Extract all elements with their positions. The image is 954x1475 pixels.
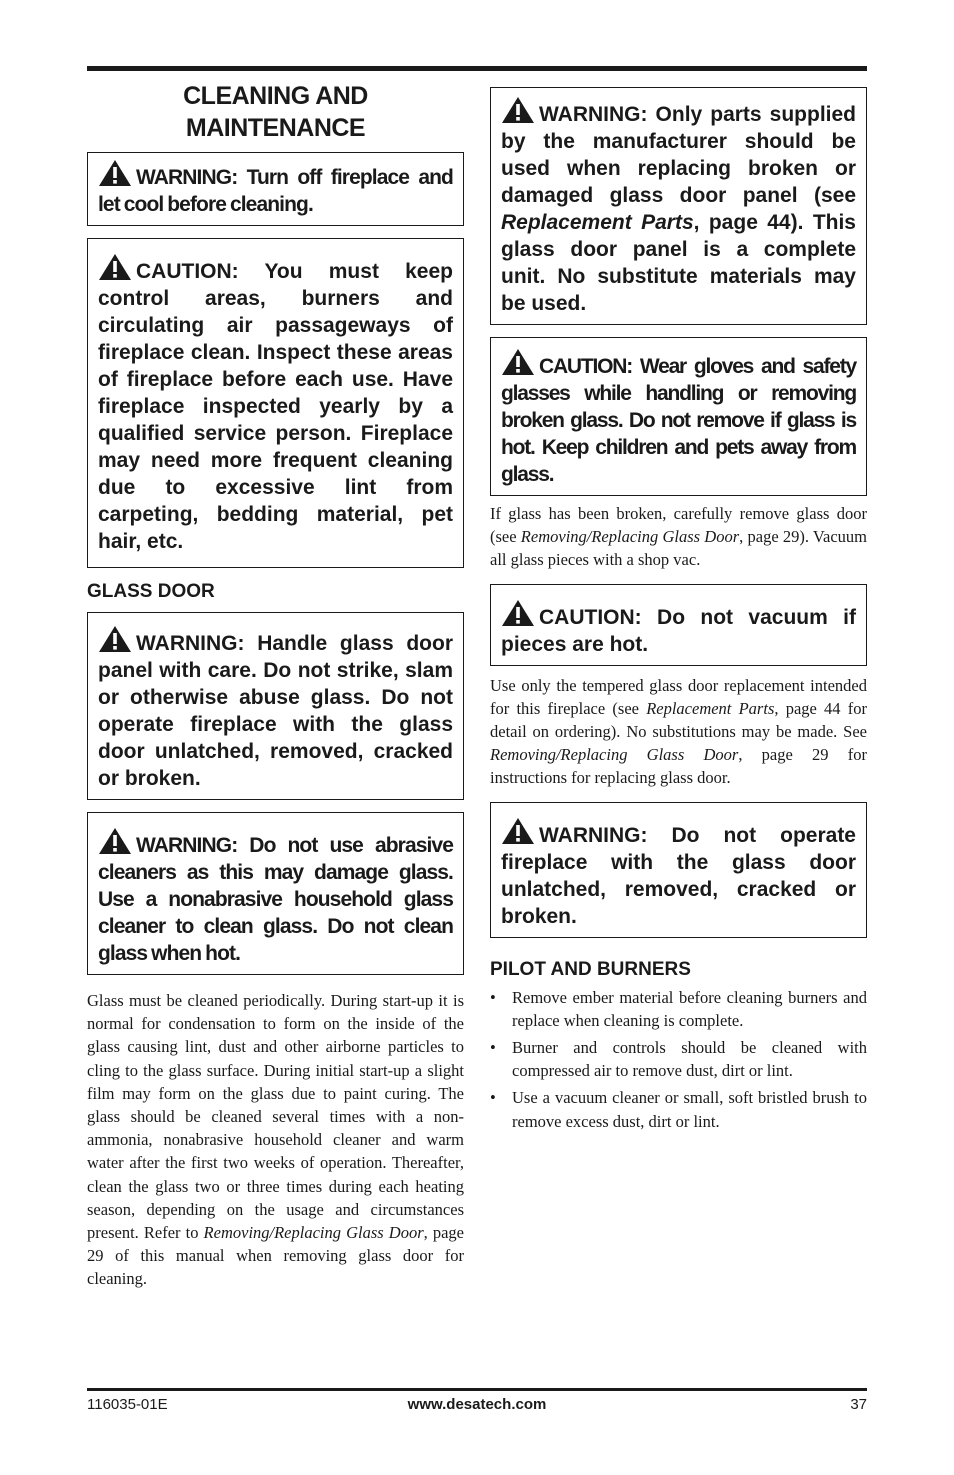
top-rule xyxy=(87,66,867,71)
warning-triangle-icon xyxy=(98,253,132,281)
caution-vacuum-text: CAUTION: Do not vacuum if pieces are hot. xyxy=(501,605,856,656)
glass-para-reference: Removing/Replacing Glass Door xyxy=(203,1223,424,1243)
warning-turn-off-box xyxy=(87,152,464,226)
caution-gloves-box xyxy=(490,337,867,496)
section-title-line-1: CLEANING AND xyxy=(183,82,368,110)
broken-glass-paragraph xyxy=(490,502,867,572)
warning-triangle-icon xyxy=(98,827,132,855)
footer-website: www.desatech.com xyxy=(407,1396,547,1413)
warning-triangle-icon xyxy=(501,599,535,627)
caution-vacuum-box xyxy=(490,584,867,666)
list-item xyxy=(490,1086,867,1132)
glass-door-heading: GLASS DOOR xyxy=(87,581,215,602)
pilot-burners-heading: PILOT AND BURNERS xyxy=(490,958,691,980)
warning-handle-text: WARNING: Handle glass door panel with care. Do not strike, slam or otherwise abuse glass. Do not operate fireplace with the glass door unlatched, removed, cracked or broken. xyxy=(98,632,453,790)
warning-parts-reference: Replacement Parts xyxy=(501,211,694,234)
warning-parts-box xyxy=(490,87,867,325)
glass-para-part-a: Glass must be cleaned periodically. During start-up it is normal for condensation to form on the inside of the glass causing lint, dust and other airborne particles to cling to the glass surface. During initial start-up a slight film may form on the glass due to paint curing. The glass should be cleaned several times with a non-ammonia, nonabrasive household cleaner and warm water after the first two weeks of operation. Thereafter, clean the glass two or three times during each heating season, depending on the usage and circumstances present. Refer to xyxy=(87,991,464,1243)
left-column xyxy=(87,80,464,1303)
bullet-dot: • xyxy=(490,1038,496,1058)
warning-triangle-icon xyxy=(98,625,132,653)
bullet-text: Use a vacuum cleaner or small, soft bristled brush to remove excess dust, dirt or lint. xyxy=(512,1088,867,1131)
warning-handle-box xyxy=(87,612,464,800)
list-item xyxy=(490,1036,867,1082)
warning-triangle-icon xyxy=(98,159,132,187)
warning-triangle-icon xyxy=(501,348,535,376)
warning-parts-part-a: WARNING: Only parts supplied by the manufacturer should be used when replacing broken or damaged glass door panel (see xyxy=(501,103,856,207)
section-title-line-2: MAINTENANCE xyxy=(185,114,366,142)
broken-para-part-a: If glass has been broken, carefully remove glass door (see xyxy=(490,504,867,547)
glass-para-part-b: , page 29 of this manual when removing glass door for cleaning. xyxy=(87,1223,464,1289)
warning-operate-text: WARNING: Do not operate fireplace with the glass door unlatched, removed, cracked or broken. xyxy=(501,823,856,928)
tempered-para-part-c: , page 29 for instructions for replacing glass door. xyxy=(490,745,867,788)
bullet-dot: • xyxy=(490,987,496,1007)
warning-parts-part-b: , page 44). This glass door panel is a complete unit. No substitute materials may be used. xyxy=(501,211,856,315)
tempered-para-reference-1: Replacement Parts xyxy=(646,698,775,718)
tempered-glass-paragraph xyxy=(490,674,867,790)
bullet-text: Remove ember material before cleaning burners and replace when cleaning is complete. xyxy=(512,987,867,1030)
caution-gloves-text: CAUTION: Wear gloves and safety glasses while handling or removing broken glass. Do not remove if glass is hot. Keep children and pets away from glass. xyxy=(501,355,856,486)
list-item xyxy=(490,986,867,1032)
pilot-bullet-list xyxy=(490,986,867,1133)
warning-turn-off-text: WARNING: Turn off fireplace and let cool before cleaning. xyxy=(98,166,453,216)
footer-page-number: 37 xyxy=(850,1396,867,1413)
section-title xyxy=(87,80,464,144)
warning-operate-box xyxy=(490,802,867,938)
broken-para-part-b: , page 29). Vacuum all glass pieces with a shop vac. xyxy=(490,527,867,570)
right-column xyxy=(490,87,867,1137)
tempered-para-part-b: , page 44 for detail on ordering). No substitutions may be made. See xyxy=(490,698,867,742)
broken-para-reference: Removing/Replacing Glass Door xyxy=(520,527,740,547)
caution-control-box xyxy=(87,238,464,568)
glass-cleaning-paragraph xyxy=(87,989,464,1291)
bullet-text: Burner and controls should be cleaned with compressed air to remove dust, dirt or lint. xyxy=(512,1038,867,1081)
warning-abrasive-text: WARNING: Do not use abrasive cleaners as this may damage glass. Use a nonabrasive household glass cleaner to clean glass. Do not clean glass when hot. xyxy=(98,834,453,965)
warning-abrasive-box xyxy=(87,812,464,975)
caution-control-text: CAUTION: You must keep control areas, burners and circulating air passageways of fireplace clean. Inspect these areas of fireplace before each use. Have fireplace inspected yearly by a qualified service person. Fireplace may need more frequent cleaning due to excessive lint from carpeting, bedding material, pet hair, etc. xyxy=(98,260,453,553)
warning-triangle-icon xyxy=(501,96,535,124)
footer-doc-number: 116035-01E xyxy=(87,1396,168,1413)
tempered-para-reference-2: Removing/Replacing Glass Door xyxy=(490,745,739,765)
warning-triangle-icon xyxy=(501,817,535,845)
bullet-dot: • xyxy=(490,1088,496,1108)
tempered-para-part-a: Use only the tempered glass door replacement intended for this fireplace (see xyxy=(490,675,867,718)
bottom-rule xyxy=(87,1388,867,1391)
